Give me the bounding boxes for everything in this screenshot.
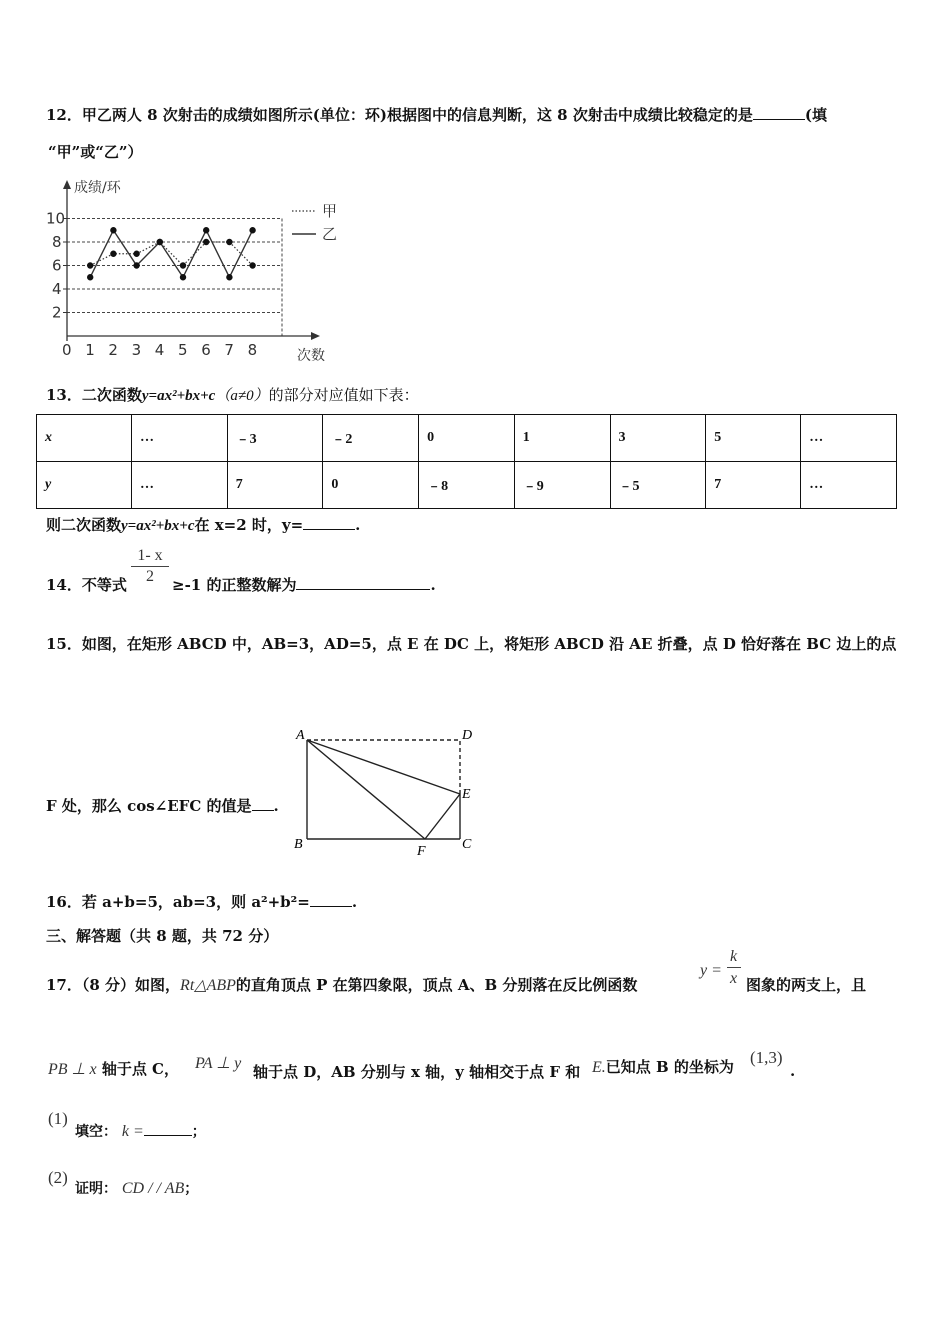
y-cell: 7	[706, 462, 801, 509]
func-x: x	[730, 970, 738, 987]
table-row-y	[37, 462, 897, 509]
chart-series	[87, 227, 256, 280]
label-b: B	[294, 837, 303, 852]
data-point-jia	[87, 262, 93, 268]
label-d: D	[462, 728, 473, 743]
y-tick-label: 6	[52, 256, 62, 275]
x-tick-label: 7	[224, 341, 234, 359]
q17-line2d: E.已知点 B 的坐标为	[592, 1058, 734, 1076]
q15-answer-blank[interactable]	[252, 796, 274, 811]
x-cell: 3	[610, 415, 706, 462]
x-tick-label: 0	[62, 341, 72, 359]
q17-part1: 填空： k = ；	[75, 1123, 206, 1140]
y-cell: 0	[323, 462, 419, 509]
q14-prefix: 14．不等式	[46, 576, 127, 594]
data-point-yi	[133, 262, 139, 268]
data-point-yi	[87, 274, 93, 280]
q12-chart	[40, 175, 360, 370]
q14-frac-den: 2	[146, 568, 154, 585]
q13-question: 则二次函数y=ax²+bx+c在 x=2 时，y= .	[46, 516, 361, 534]
func-bar	[727, 967, 741, 968]
data-point-yi	[249, 227, 255, 233]
x-axis-arrow	[311, 332, 320, 340]
q17-dot: .	[790, 1062, 796, 1080]
func-y: y =	[700, 962, 722, 979]
x-cell: 1	[514, 415, 610, 462]
label-a: A	[296, 728, 305, 743]
label-f: F	[417, 844, 426, 859]
x-tick-label: 5	[178, 341, 188, 359]
data-point-jia	[110, 251, 116, 257]
y-tick-label: 4	[52, 280, 62, 298]
q14-rest: ≥-1 的正整数解为 .	[172, 576, 436, 594]
legend-yi: 乙	[322, 225, 338, 243]
x-cell: 0	[419, 415, 515, 462]
q14-frac-num: 1- x	[131, 547, 169, 567]
data-point-yi	[110, 227, 116, 233]
q17-line1: 17．（8 分）如图，Rt△ABP的直角顶点 P 在第四象限，顶点 A、B 分别落在反比例函数	[46, 976, 638, 994]
y-tick-label: 10	[46, 209, 66, 228]
q12-line2: “甲”或“乙”）	[48, 143, 143, 161]
data-point-yi	[157, 239, 163, 245]
q13-intro: 13．二次函数y=ax²+bx+c（a≠0）的部分对应值如下表：	[46, 386, 419, 404]
q17-part2-num: (2)	[48, 1168, 68, 1187]
y-cell: y	[37, 462, 132, 509]
label-e: E	[462, 787, 471, 802]
q12-line1: 12．甲乙两人 8 次射击的成绩如图所示(单位：环)根据图中的信息判断，这 8 次射击中成绩比较稳定的是 (填	[46, 106, 827, 124]
q17-part1-blank[interactable]	[144, 1121, 192, 1136]
q16: 16．若 a+b=5，ab=3，则 a²+b²= .	[46, 893, 358, 911]
y-cell: ﹣8	[419, 462, 515, 509]
q17-line2: PB ⊥ x 轴于点 C，	[48, 1060, 179, 1078]
q17-line2b: PA ⊥ y	[195, 1055, 242, 1072]
y-tick-label: 8	[52, 233, 62, 251]
data-point-jia	[249, 262, 255, 268]
section3-heading: 三、解答题（共 8 题，共 72 分）	[46, 927, 279, 945]
x-axis-label: 次数	[297, 348, 325, 364]
q13-value-table	[36, 414, 897, 509]
label-c: C	[462, 837, 472, 852]
x-tick-label: 3	[131, 341, 142, 359]
data-point-jia	[133, 251, 139, 257]
y-cell: ﹣5	[610, 462, 706, 509]
y-cell: ﹣9	[514, 462, 610, 509]
x-cell: ﹣2	[323, 415, 419, 462]
legend-jia: 甲	[322, 202, 338, 220]
x-tick-label: 2	[108, 341, 118, 359]
q17-coord: (1,3)	[750, 1048, 783, 1067]
x-tick-label: 4	[154, 341, 165, 359]
q17-function	[700, 948, 746, 994]
x-cell: …	[801, 415, 897, 462]
q17-line2c: 轴于点 D，AB 分别与 x 轴，y 轴相交于点 F 和	[253, 1063, 581, 1081]
x-tick-label: 6	[201, 341, 211, 359]
x-cell: …	[131, 415, 227, 462]
data-point-jia	[226, 239, 232, 245]
data-point-jia	[180, 262, 186, 268]
y-cell: …	[131, 462, 227, 509]
q15-rectangle-figure	[285, 722, 485, 862]
q15-line2: F 处，那么 cos∠EFC 的值是 .	[46, 797, 279, 815]
x-cell: x	[37, 415, 132, 462]
table-row-x	[37, 415, 897, 462]
x-tick-label: 1	[85, 341, 95, 359]
x-tick-label: 8	[247, 341, 258, 359]
q17-part2: 证明： CD / / AB；	[75, 1180, 199, 1197]
q16-answer-blank[interactable]	[310, 892, 352, 907]
q13-answer-blank[interactable]	[303, 515, 355, 530]
q14-fraction	[131, 547, 169, 586]
q14-answer-blank[interactable]	[296, 575, 430, 590]
x-cell: ﹣3	[227, 415, 323, 462]
func-k: k	[730, 948, 738, 965]
y-axis-label: 成绩/环	[74, 180, 121, 196]
q17-part1-num: (1)	[48, 1109, 68, 1128]
edge-af	[307, 740, 425, 839]
y-axis-arrow	[63, 180, 71, 189]
data-point-yi	[180, 274, 186, 280]
data-point-jia	[203, 239, 209, 245]
y-cell: 7	[227, 462, 323, 509]
data-point-yi	[203, 227, 209, 233]
data-point-yi	[226, 274, 232, 280]
edge-fe	[425, 794, 460, 839]
q17-line1-end: 图象的两支上，且	[746, 976, 867, 994]
y-tick-label: 2	[52, 303, 62, 322]
q12-answer-blank[interactable]	[753, 105, 805, 120]
q15-line1: 15．如图，在矩形 ABCD 中，AB=3，AD=5，点 E 在 DC 上，将矩形 ABCD 沿 AE 折叠，点 D 恰好落在 BC 边上的点	[46, 635, 897, 653]
edge-ae	[307, 740, 460, 794]
x-cell: 5	[706, 415, 801, 462]
y-cell: …	[801, 462, 897, 509]
